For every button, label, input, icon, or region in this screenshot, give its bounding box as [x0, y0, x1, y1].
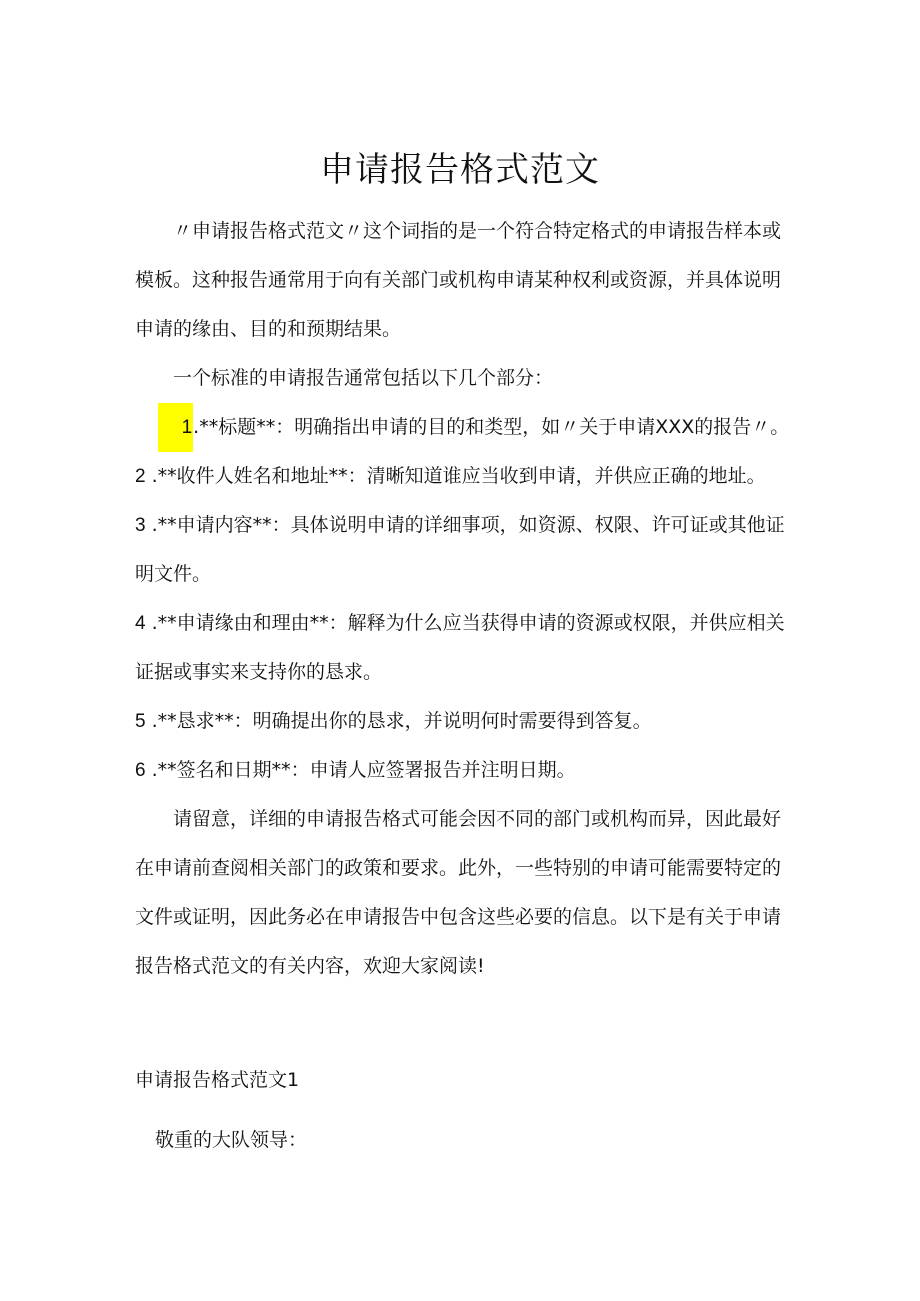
list-item-number: 4: [135, 613, 146, 634]
list-item-text: .**恳求**：明确提出你的恳求，并说明何时需要得到答复。: [145, 710, 652, 732]
list-item: [135, 746, 795, 795]
list-item-number: 3: [135, 515, 146, 536]
list-item-number-highlighted: 1: [158, 403, 193, 452]
list-item: [135, 452, 795, 501]
list-item: [135, 501, 795, 599]
list-item: [135, 599, 795, 697]
list-item: [135, 403, 795, 452]
intro-paragraph: 〃申请报告格式范文〃这个词指的是一个符合特定格式的申请报告样本或模板。这种报告通常用于向有关部门或机构申请某种权利或资源，并具体说明申请的缘由、目的和预期结果。: [135, 220, 782, 340]
page-title: 申请报告格式范文: [320, 150, 600, 190]
list-item-text: .**标题**：明确指出申请的目的和类型，如〃关于申请XXX的报告〃。: [193, 416, 790, 438]
list-item-number: 5: [135, 711, 146, 732]
document-body: [135, 207, 795, 991]
list-item-text: .**收件人姓名和地址**：清晰知道谁应当收到申请，并供应正确的地址。: [145, 465, 766, 487]
closing-paragraph: 请留意，详细的申请报告格式可能会因不同的部门或机构而异，因此最好在申请前查阅相关部门的政策和要求。此外，一些特别的申请可能需要特定的文件或证明，因此务必在申请报告中包含这些必要的信息。以下是有关于申请报告格式范文的有关内容，欢迎大家阅读!: [135, 808, 782, 977]
section-heading: 申请报告格式范文1: [135, 1069, 300, 1091]
salutation: 敬重的大队领导：: [155, 1129, 308, 1151]
list-item-text: .**申请缘由和理由**：解释为什么应当获得申请的资源或权限，并供应相关证据或事实来支持你的恳求。: [135, 612, 785, 683]
list-item-number: 6: [135, 760, 146, 781]
list-item: [135, 697, 795, 746]
parts-intro-paragraph: 一个标准的申请报告通常包括以下几个部分：: [173, 367, 554, 389]
list-item-number: 2: [135, 466, 146, 487]
list-item-text: .**签名和日期**：申请人应签署报告并注明日期。: [145, 759, 576, 781]
list-item-text: .**申请内容**：具体说明申请的详细事项，如资源、权限、许可证或其他证明文件。: [135, 514, 785, 585]
